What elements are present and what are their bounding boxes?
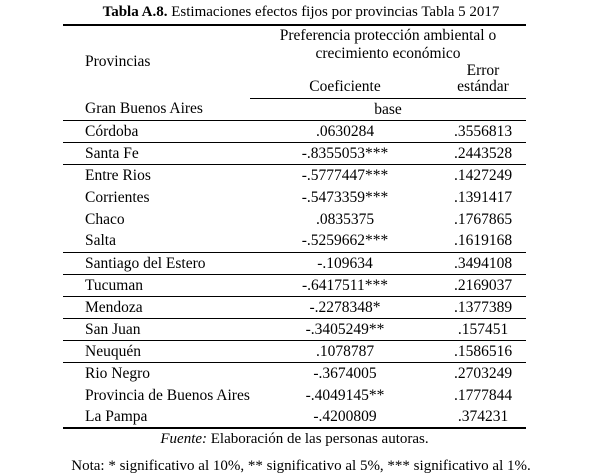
span-header-text: Preferencia protección ambiental o crecimiento económico (279, 27, 497, 62)
province-cell: Córdoba (63, 120, 250, 142)
coefficient-cell: .0835375 (315, 210, 375, 228)
std-error-cell: .1377389 (440, 296, 526, 318)
std-error-cell: .1586516 (440, 340, 526, 362)
std-error-cell: .2443528 (440, 142, 526, 164)
page-title (0, 0, 602, 24)
std-error-cell: .3494108 (440, 252, 526, 274)
province-cell: Mendoza (63, 296, 250, 318)
table-row-base (63, 98, 526, 120)
province-cell: Chaco (85, 210, 125, 228)
coefficient-cell: -.3405249** (250, 318, 440, 340)
span-header (250, 25, 526, 63)
std-error-cell: .157451 (440, 318, 526, 340)
coefficient-cell: -.5777447*** (301, 166, 389, 184)
table-row (63, 362, 526, 384)
table-number-label: Tabla A.8. (102, 4, 168, 20)
table-row (63, 296, 526, 318)
table-row (63, 164, 526, 186)
province-cell: Salta (63, 230, 250, 252)
table-header (63, 25, 526, 98)
header-row-span (63, 25, 526, 63)
std-error-cell: .2703249 (453, 364, 513, 382)
table-row (63, 230, 526, 252)
province-cell: Gran Buenos Aires (63, 98, 250, 120)
results-table (63, 24, 526, 429)
coefficient-cell: -.5259662*** (250, 230, 440, 252)
std-error-cell: .3556813 (440, 120, 526, 142)
source-line (63, 431, 526, 448)
base-value-cell: base (250, 98, 526, 120)
std-error-cell: .1619168 (440, 230, 526, 252)
column-header-provinces: Provincias (85, 53, 151, 71)
province-cell: Rio Negro (85, 364, 151, 382)
table-row (63, 142, 526, 164)
coefficient-cell: -.5473359*** (301, 188, 389, 206)
table-row (63, 406, 526, 428)
coefficient-cell: -.6417511*** (250, 274, 440, 296)
std-error-cell: .1767865 (453, 210, 513, 228)
table-title-text: Estimaciones efectos fijos por provincias Tabla 5 2017 (171, 4, 500, 20)
table-row (63, 252, 526, 274)
province-cell: Santa Fe (63, 142, 250, 164)
std-error-cell: .374231 (457, 408, 509, 425)
std-error-cell: .1777844 (453, 386, 513, 404)
table-row (63, 120, 526, 142)
source-text: Elaboración de las personas autoras. (210, 431, 429, 448)
coefficient-cell: -.4200809 (313, 408, 377, 425)
province-cell: Provincia de Buenos Aires (85, 386, 250, 404)
coefficient-cell: -.2278348* (250, 296, 440, 318)
coefficient-cell: .1078787 (250, 340, 440, 362)
std-error-header-text: Error estándar (457, 62, 509, 96)
source-label: Fuente: (160, 431, 208, 448)
std-error-cell: .1427249 (453, 166, 513, 184)
coefficient-cell: -.109634 (250, 252, 440, 274)
column-header-coefficient: Coeficiente (250, 63, 440, 98)
note-line: Nota: * significativo al 10%, ** significativo al 5%, *** significativo al 1%. (71, 458, 531, 474)
std-error-cell: .1391417 (453, 188, 513, 206)
table-row (63, 384, 526, 406)
table-row (63, 274, 526, 296)
table-row (63, 340, 526, 362)
province-cell: La Pampa (85, 408, 148, 425)
coefficient-cell: -.8355053*** (250, 142, 440, 164)
province-cell: Neuquén (63, 340, 250, 362)
table-row (63, 208, 526, 230)
column-header-std-error (440, 63, 526, 98)
table-row (63, 186, 526, 208)
province-cell: Tucuman (63, 274, 250, 296)
coefficient-cell: -.3674005 (313, 364, 377, 382)
table-row (63, 318, 526, 340)
coefficient-cell: .0630284 (250, 120, 440, 142)
province-cell: Entre Rios (85, 166, 151, 184)
province-cell: San Juan (63, 318, 250, 340)
province-cell: Corrientes (85, 188, 150, 206)
coefficient-cell: -.4049145** (305, 386, 385, 404)
std-error-cell: .2169037 (440, 274, 526, 296)
province-cell: Santiago del Estero (63, 252, 250, 274)
table-body (63, 98, 526, 428)
